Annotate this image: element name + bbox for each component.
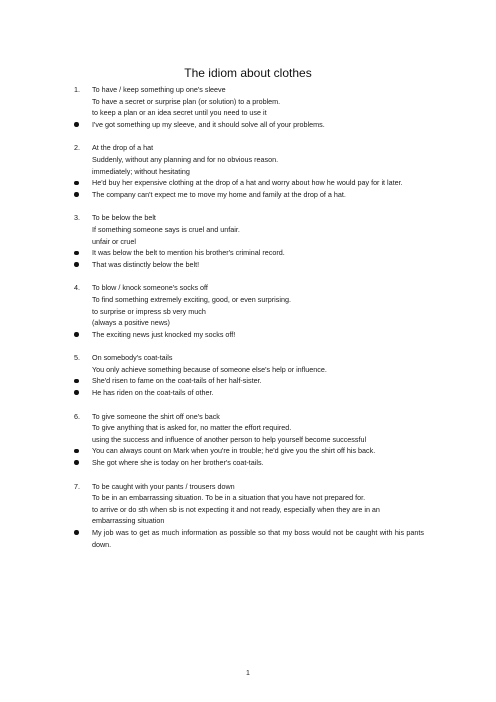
idiom-phrase: At the drop of a hat (92, 143, 154, 153)
idiom-phrase: To blow / knock someone's socks off (92, 283, 208, 293)
idiom-heading (74, 142, 424, 154)
example-item (74, 445, 424, 457)
idiom-definition: If something someone says is cruel and unfair. (92, 224, 240, 234)
bullet-icon (74, 460, 79, 465)
example-item (74, 259, 424, 271)
example-item (74, 189, 424, 201)
idiom-heading (74, 352, 424, 364)
idiom-number: 5. (74, 353, 80, 363)
idiom-heading (74, 411, 424, 423)
idiom-definition: immediately; without hesitating (92, 166, 190, 176)
idiom-definition: To give anything that is asked for, no matter the effort required. (92, 423, 292, 433)
idiom-number: 3. (74, 213, 80, 223)
idiom-number: 1. (74, 85, 80, 94)
idiom-entry (74, 411, 424, 469)
bullet-icon (74, 379, 79, 384)
bullet-icon (74, 390, 79, 395)
idiom-definition: To be in an embarrassing situation. To be in a situation that you have not prepared for. (92, 493, 366, 503)
example-item (74, 375, 424, 387)
idiom-phrase: To be caught with your pants / trousers down (92, 481, 235, 491)
bullet-icon (74, 449, 79, 454)
idiom-heading (74, 84, 424, 96)
example-text: She'd risen to fame on the coat-tails of her half-sister. (92, 376, 262, 386)
idiom-phrase: To have / keep something up one's sleeve (92, 85, 226, 94)
bullet-icon (74, 251, 79, 256)
example-text: That was distinctly below the belt! (92, 259, 200, 269)
idiom-definition: to arrive or do sth when sb is not expecting it and not ready, especially when they are in an embarrassing situation (92, 504, 380, 526)
example-text: The company can't expect me to move my home and family at the drop of a hat. (92, 189, 346, 199)
idiom-definition: You only achieve something because of someone else's help or influence. (92, 364, 327, 374)
example-item (74, 527, 424, 550)
page-number: 1 (246, 670, 250, 677)
example-text: I've got something up my sleeve, and it should solve all of your problems. (92, 119, 325, 129)
idiom-heading (74, 212, 424, 224)
example-text: The exciting news just knocked my socks off! (92, 329, 236, 339)
example-text: My job was to get as much information as possible so that my boss would not be caught with his pants down. (92, 528, 424, 549)
idiom-entry (74, 84, 424, 130)
example-item (74, 457, 424, 469)
example-text: He has riden on the coat-tails of other. (92, 388, 214, 398)
example-item (74, 329, 424, 341)
idiom-definition: To find something extremely exciting, good, or even surprising. (92, 294, 291, 304)
idiom-definition: (always a positive news) (92, 318, 170, 328)
idiom-definition: to surprise or impress sb very much (92, 306, 206, 316)
bullet-icon (74, 530, 79, 535)
idiom-entry (74, 282, 424, 340)
idiom-heading (74, 481, 424, 493)
example-item (74, 119, 424, 131)
idiom-number: 7. (74, 481, 80, 491)
example-text: It was below the belt to mention his brother's criminal record. (92, 248, 285, 258)
example-text: He'd buy her expensive clothing at the drop of a hat and worry about how he would pay for it later. (92, 178, 403, 188)
bullet-icon (74, 122, 79, 127)
idiom-number: 2. (74, 143, 80, 153)
idiom-heading (74, 282, 424, 294)
example-text: You can always count on Mark when you're in trouble; he'd give you the shirt off his back. (92, 446, 376, 456)
example-item (74, 177, 424, 189)
example-item (74, 247, 424, 259)
idiom-phrase: On somebody's coat-tails (92, 353, 173, 363)
idiom-number: 6. (74, 411, 80, 421)
bullet-icon (74, 262, 79, 267)
idiom-entry (74, 212, 424, 270)
bullet-icon (74, 332, 79, 337)
idiom-phrase: To give someone the shirt off one's back (92, 411, 220, 421)
idiom-definition: using the success and influence of another person to help yourself become successful (92, 434, 367, 444)
page-title: The idiom about clothes (184, 66, 312, 80)
idiom-list (74, 84, 424, 562)
bullet-icon (74, 192, 79, 197)
idiom-entry (74, 481, 424, 551)
idiom-definition: To have a secret or surprise plan (or solution) to a problem. (92, 96, 281, 106)
idiom-phrase: To be below the belt (92, 213, 156, 223)
bullet-icon (74, 181, 79, 186)
idiom-definition: Suddenly, without any planning and for no obvious reason. (92, 154, 279, 164)
idiom-entry (74, 352, 424, 398)
example-item (74, 387, 424, 399)
idiom-number: 4. (74, 283, 80, 293)
idiom-entry (74, 142, 424, 200)
example-text: She got where she is today on her brother's coat-tails. (92, 458, 264, 468)
idiom-definition: unfair or cruel (92, 236, 136, 246)
idiom-definition: to keep a plan or an idea secret until you need to use it (92, 108, 267, 118)
